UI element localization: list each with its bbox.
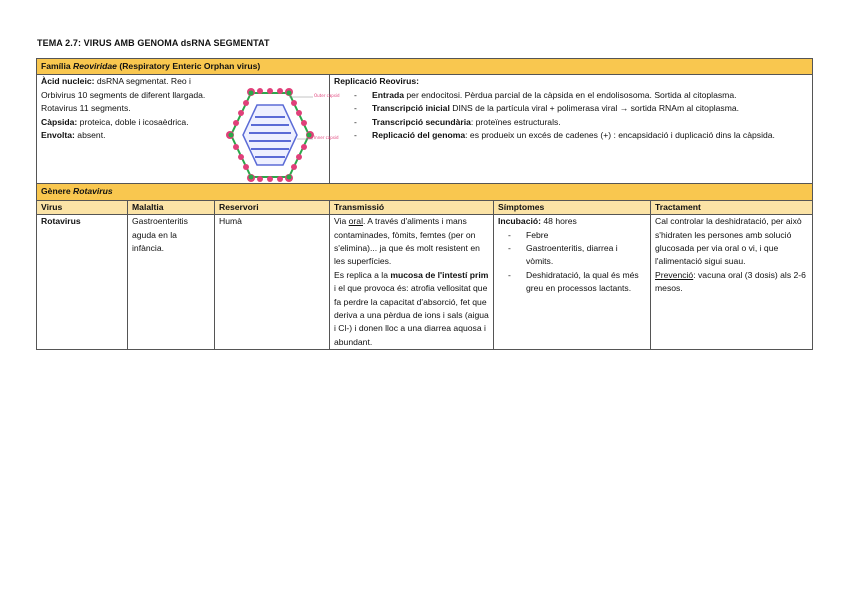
- list-item: - Deshidratació, la qual és més greu en processos lactants.: [504, 269, 646, 296]
- column-header-virus: Virus: [37, 200, 128, 214]
- replication-item: - Entrada per endocitosi. Pèrdua parcial de la càpsida en el endolisosoma. Sortida al citoplasma.: [350, 89, 808, 102]
- virus-table: [36, 58, 813, 350]
- replication-item: - Transcripció secundària: proteïnes estructurals.: [350, 116, 808, 129]
- family-description: Àcid nucleic: dsRNA segmentat. Reo i Orbivirus 10 segments de diferent llargada. Rotavirus 11 segments. Càpsida: proteica, doble i icosaèdrica. Envolta: absent.: [41, 76, 206, 141]
- column-header-row: [37, 200, 813, 214]
- treatment-cell: Cal controlar la deshidratació, per això s'hidraten les persones amb solució glucosada per via oral o vi, i que l'alimentació sigui suau. Prevenció: vacuna oral (3 dosis) als 2-6 mesos.: [651, 215, 813, 350]
- replication-item: - Transcripció inicial DINS de la partícula viral + polimerasa viral → sortida RNAm al citoplasma.: [350, 102, 808, 115]
- reovirus-structure-diagram: [227, 89, 340, 181]
- column-header-transmission: Transmissió: [330, 200, 494, 214]
- column-header-reservoir: Reservori: [215, 200, 330, 214]
- family-info-row: [37, 75, 813, 184]
- reservoir-cell: Humà: [215, 215, 330, 350]
- column-header-symptoms: Símptomes: [494, 200, 651, 214]
- replication-cell: [330, 75, 813, 184]
- disease-cell: Gastroenteritis aguda en la infància.: [128, 215, 215, 350]
- replication-list: [334, 89, 808, 143]
- replication-item: - Replicació del genoma: es produeix un excés de cadenes (+) : encapsidació i duplicació dins la càpsida.: [350, 129, 808, 142]
- family-name: Reoviridae: [73, 61, 117, 71]
- outer-capsid-label: Outer capsid: [314, 93, 340, 99]
- table-row: [37, 215, 813, 350]
- symptoms-list: [498, 229, 646, 296]
- inner-capsid-label: Inner capsid: [314, 135, 339, 141]
- transmission-cell: Via oral. A través d'aliments i mans contaminades, fòmits, femtes (per on s'elimina)... ja que és molt resistent en les superfícies. Es replica a la mucosa de l'intestí prim i el que provoca és: atrofia vellositat que fa perdre la capacitat d'absorció, fet que deriva a una pèrdua de ions i sals (aigua i Cl-) i donen lloc a una diarrea aquosa i abundant.: [330, 215, 494, 350]
- family-header: Família Reoviridae (Respiratory Enteric Orphan virus): [37, 59, 813, 75]
- list-item: - Gastroenteritis, diarrea i vòmits.: [504, 242, 646, 269]
- list-item: - Febre: [504, 229, 646, 242]
- symptoms-cell: Incubació: 48 hores - Febre - Gastroenteritis, diarrea i vòmits. - Deshidratació, la qual és més greu en processos lactants.: [494, 215, 651, 350]
- family-description-cell: [37, 75, 340, 184]
- genus-header-row: [37, 184, 813, 200]
- column-header-disease: Malaltia: [128, 200, 215, 214]
- replication-title: Replicació Reovirus:: [334, 76, 420, 87]
- family-header-row: [37, 59, 813, 75]
- page-title: TEMA 2.7: VIRUS AMB GENOMA dsRNA SEGMENTAT: [37, 38, 270, 48]
- genus-name: Rotavirus: [73, 186, 113, 197]
- column-header-treatment: Tractament: [651, 200, 813, 214]
- genus-header: Gènere Rotavirus: [37, 184, 813, 200]
- virus-name-cell: Rotavirus: [37, 215, 128, 350]
